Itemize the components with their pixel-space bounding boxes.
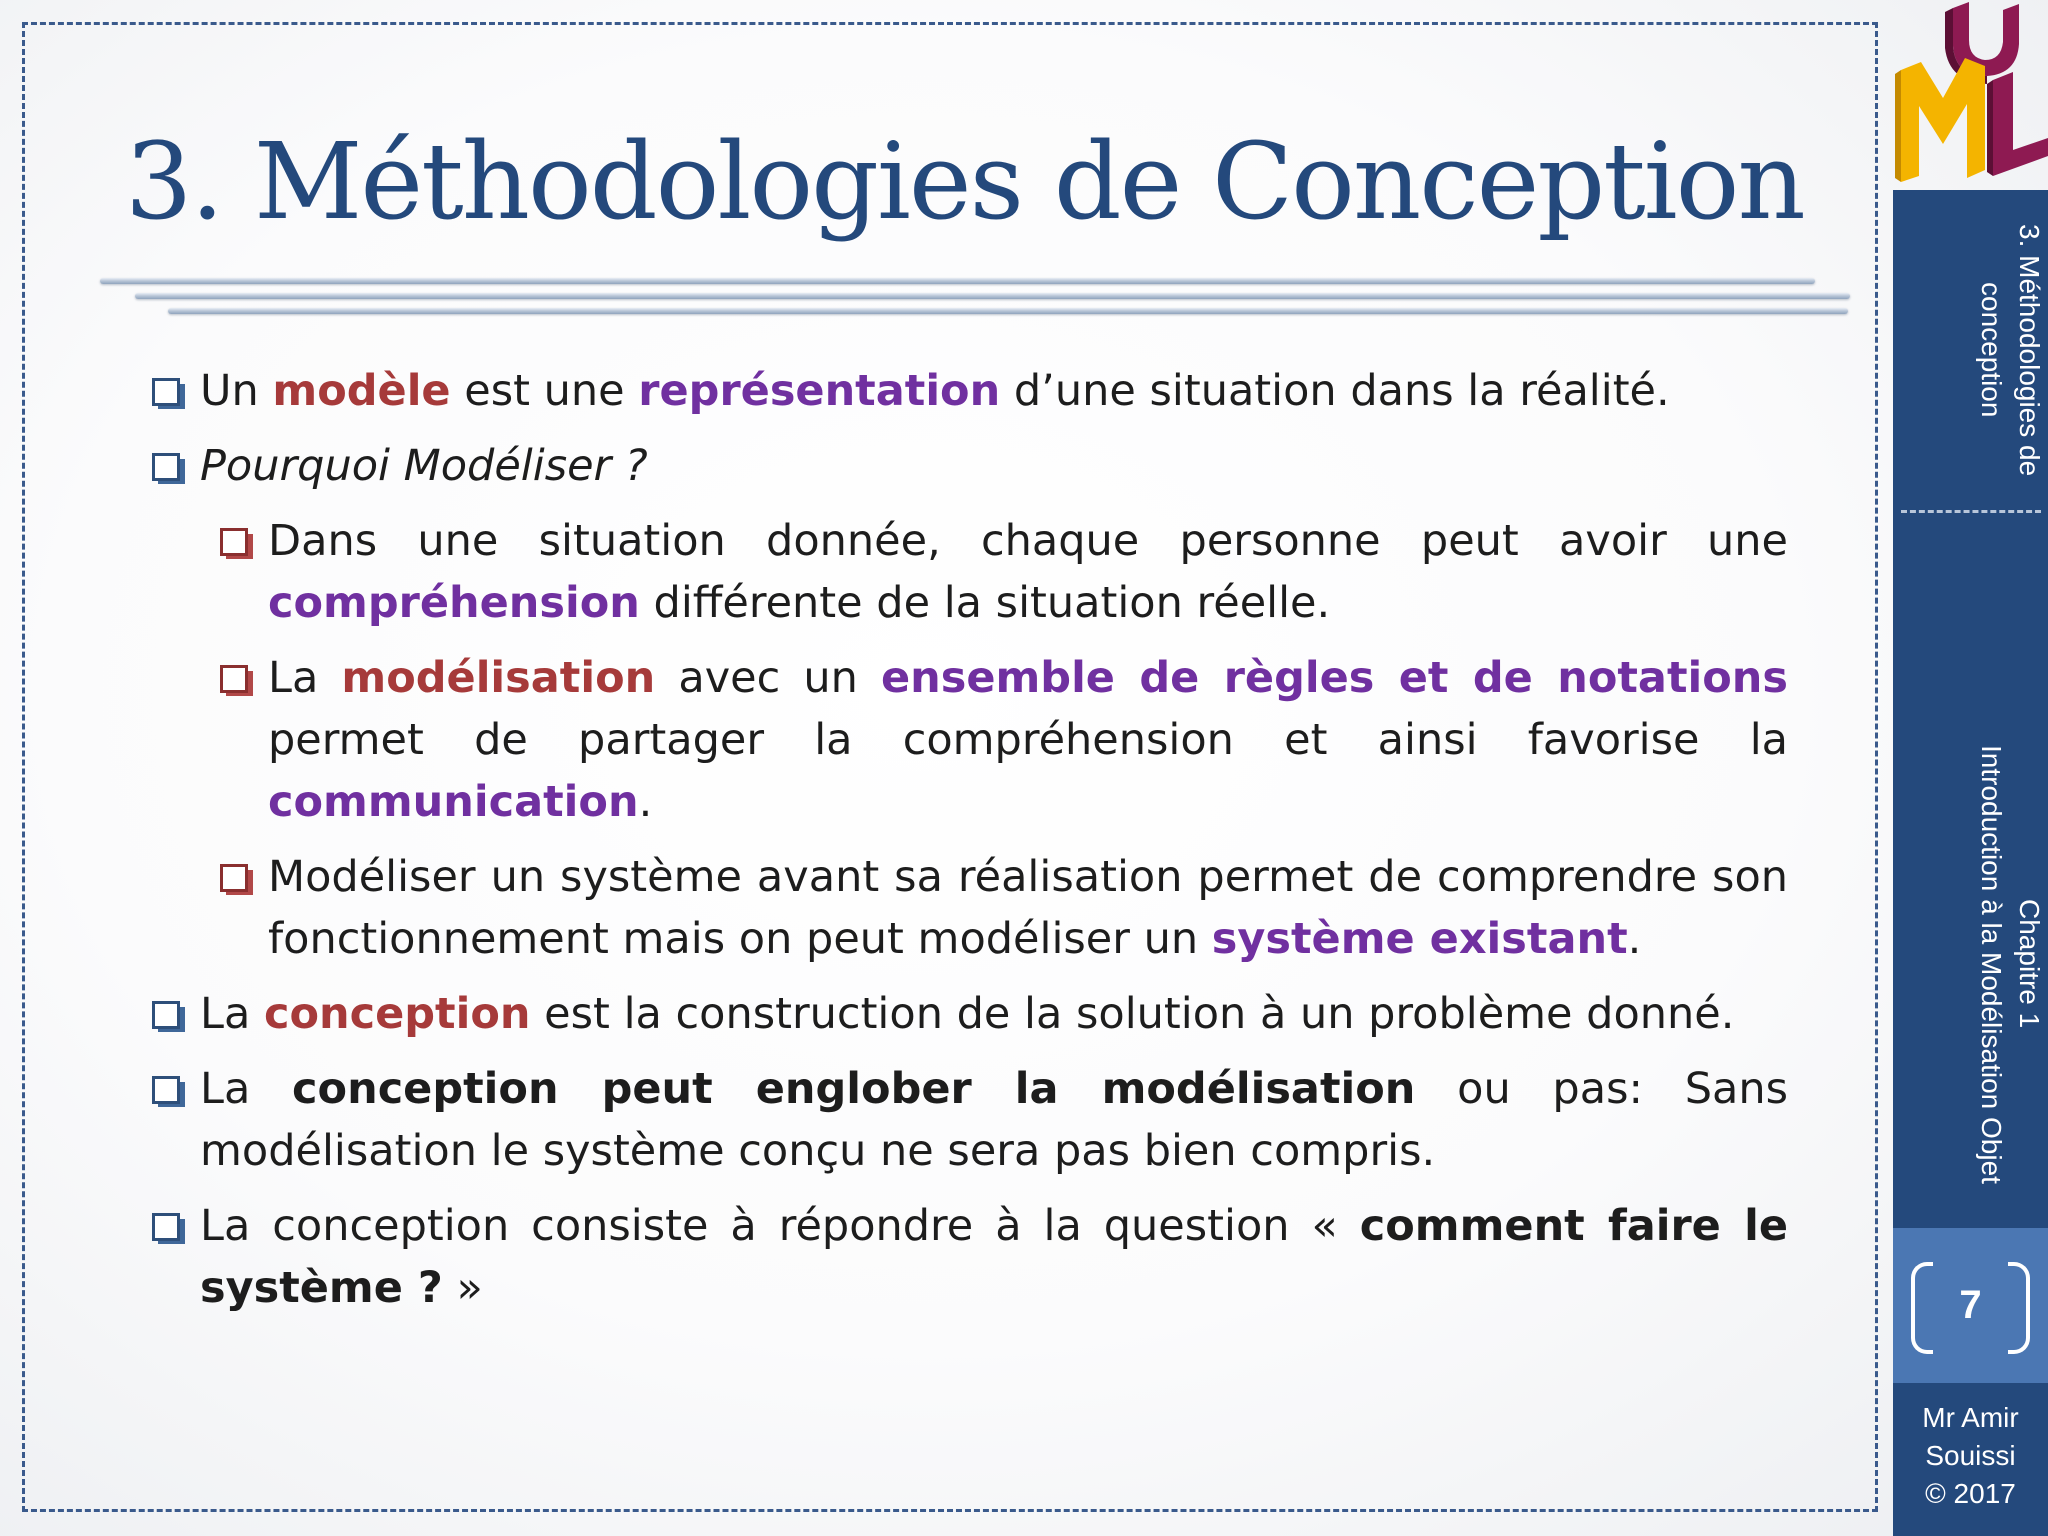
bullet-item	[150, 1195, 1788, 1319]
uml-logo-l	[1987, 72, 2048, 176]
sidebar-chapter-title: Introduction à la Modélisation Objet	[1976, 744, 2007, 1184]
sub-bullet-item	[150, 510, 1788, 634]
bullet-text-segment: Un	[200, 366, 273, 416]
blue-square-bullet-icon	[152, 378, 185, 409]
author-line-1: Mr Amir	[1922, 1402, 2019, 1433]
title-underline-1	[100, 278, 1815, 284]
copyright: © 2017	[1925, 1478, 2016, 1509]
bullet-item	[150, 1058, 1788, 1182]
bullet-text-segment: .	[638, 777, 653, 827]
bullet-item	[150, 360, 1788, 422]
red-square-bullet-icon	[220, 665, 253, 696]
author-line-2: Souissi	[1925, 1440, 2016, 1471]
sidebar-section-title: 3. Méthodologies de conception	[1976, 223, 2045, 477]
bullet-text-segment: conception	[263, 989, 531, 1039]
bullet-text-segment: différente de la situation réelle.	[639, 578, 1331, 628]
blue-square-bullet-icon	[152, 453, 185, 484]
bullet-item	[150, 983, 1788, 1045]
bullet-text-segment: »	[442, 1263, 483, 1313]
blue-square-bullet-icon	[152, 1213, 185, 1244]
uml-logo-m	[1895, 58, 1985, 182]
bullet-text-segment: modélisation	[341, 653, 656, 703]
sub-bullet-item	[150, 647, 1788, 833]
title-underline-3	[168, 308, 1848, 314]
bullet-text-segment: Dans une situation donnée, chaque personne peut avoir une	[268, 516, 1788, 566]
page-number: 7	[1959, 1283, 1982, 1327]
bullet-text-segment: est la construction de la solution à un problème donné.	[530, 989, 1735, 1039]
bullet-text-segment: d’une situation dans la réalité.	[1000, 366, 1670, 416]
bullet-text-segment: système existant	[1211, 914, 1628, 964]
sidebar-chapter-label: Chapitre 1	[2014, 899, 2045, 1029]
bullet-text-segment: .	[1627, 914, 1642, 964]
bullet-text-segment: La	[200, 1064, 293, 1114]
blue-square-bullet-icon	[152, 1001, 185, 1032]
bullet-text-segment: permet de partager la compréhension et ainsi favorise la	[268, 715, 1788, 765]
bullet-text-segment: La	[200, 989, 264, 1039]
bullet-text-segment: conception peut englober la modélisation	[292, 1064, 1416, 1114]
page-number-box	[1893, 1228, 2048, 1383]
uml-logo	[1893, 0, 2048, 190]
bullet-text-segment: La conception consiste à répondre à la question «	[200, 1201, 1360, 1251]
bullet-text-segment: La	[268, 653, 342, 703]
bullet-text-segment: comment faire le système ?	[200, 1201, 1788, 1313]
title-underline-2	[135, 293, 1850, 299]
slide-title: 3. Méthodologies de Conception	[125, 120, 1804, 243]
bullet-text-segment: modèle	[272, 366, 451, 416]
bullet-item	[150, 435, 1788, 497]
bullet-text-segment: Modéliser un système avant sa réalisation permet de comprendre son fonctionnement mais on peut modéliser un	[268, 852, 1788, 964]
sidebar-section-panel	[1893, 190, 2048, 510]
red-square-bullet-icon	[220, 864, 253, 895]
bullet-text-segment: communication	[268, 777, 639, 827]
bullet-text-segment: compréhension	[268, 578, 640, 628]
blue-square-bullet-icon	[152, 1076, 185, 1107]
bullet-text-segment: ensemble de règles et de notations	[880, 653, 1788, 703]
bullet-text-segment: avec un	[655, 653, 881, 703]
bullet-list	[150, 360, 1788, 1332]
bullet-text-segment: représentation	[638, 366, 1001, 416]
bullet-text-segment: Pourquoi Modéliser ?	[200, 441, 648, 491]
bullet-text-segment: est une	[450, 366, 639, 416]
red-square-bullet-icon	[220, 528, 253, 559]
bullet-text-segment: ou pas: Sans modélisation le système conçu ne sera pas bien compris.	[200, 1064, 1789, 1176]
author-footer	[1893, 1383, 2048, 1536]
sub-bullet-item	[150, 846, 1788, 970]
